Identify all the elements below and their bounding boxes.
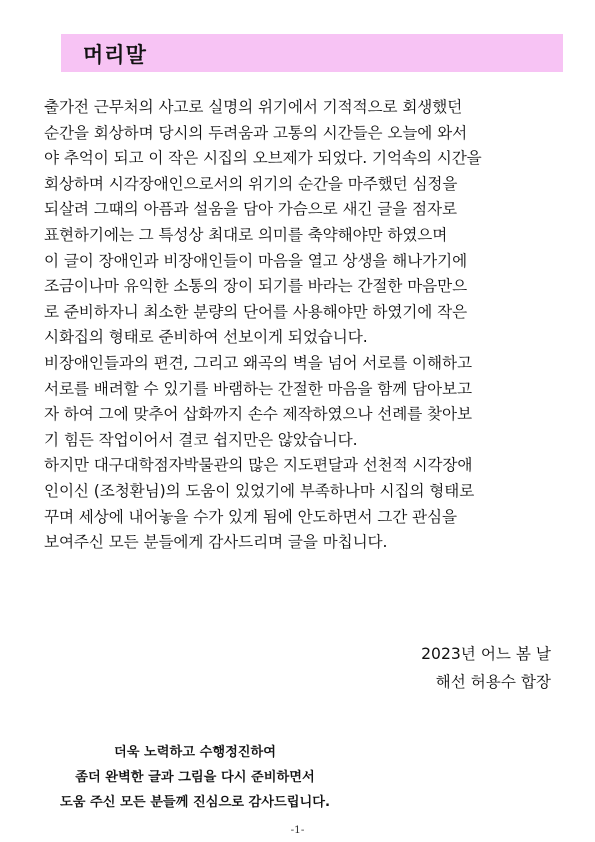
closing-line: 좀더 완벽한 글과 그림을 다시 준비하면서	[75, 770, 315, 785]
page-title: 머리말	[83, 43, 147, 67]
body-line: 서로를 배려할 수 있기를 바램하는 간절한 마음을 함께 담아보고	[44, 379, 472, 398]
body-line: 되살려 그때의 아픔과 설움을 담아 가슴으로 새긴 글을 점자로	[44, 200, 457, 219]
title-banner	[61, 34, 563, 72]
body-line: 회상하며 시각장애인으로서의 위기의 순간을 마주했던 심정을	[44, 174, 458, 193]
page-number: -1-	[290, 824, 305, 836]
body-line: 시화집의 형태로 준비하여 선보이게 되었습니다.	[44, 328, 368, 347]
body-line: 조금이나마 유익한 소통의 장이 되기를 바라는 간절한 마음만으	[44, 277, 468, 296]
signature-block	[421, 640, 551, 696]
body-line: 꾸며 세상에 내어놓을 수가 있게 됨에 안도하면서 그간 관심을	[44, 507, 457, 526]
signature-date: 2023년 어느 봄 날	[421, 645, 551, 663]
closing-message	[30, 740, 360, 815]
signature-author: 해선 허용수 합장	[435, 673, 551, 691]
body-line: 인이신 (조청환님)의 도움이 있었기에 부족하나마 시집의 형태로	[44, 481, 475, 500]
body-line: 자 하여 그에 맞추어 삽화까지 손수 제작하였으나 선례를 찾아보	[44, 405, 472, 424]
body-line: 비장애인들과의 편견, 그리고 왜곡의 벽을 넘어 서로를 이해하고	[44, 353, 472, 372]
body-line: 기 힘든 작업이어서 결코 쉽지만은 않았습니다.	[44, 430, 358, 449]
body-line: 야 추억이 되고 이 작은 시집의 오브제가 되었다. 기억속의 시간을	[44, 149, 482, 168]
body-line: 보여주신 모든 분들에게 감사드리며 글을 마칩니다.	[44, 533, 388, 552]
closing-line: 도움 주신 모든 분들께 진심으로 감사드립니다.	[59, 795, 330, 810]
body-line: 표현하기에는 그 특성상 최대로 의미를 축약해야만 하였으며	[44, 225, 448, 244]
body-line: 순간을 회상하며 당시의 두려움과 고통의 시간들은 오늘에 와서	[44, 123, 468, 142]
body-line: 로 준비하자니 최소한 분량의 단어를 사용해야만 하였기에 작은	[44, 302, 468, 321]
preface-body	[44, 95, 564, 556]
closing-line: 더욱 노력하고 수행정진하여	[113, 745, 277, 760]
body-line: 출가전 근무처의 사고로 실명의 위기에서 기적적으로 회생했던	[44, 98, 463, 116]
body-line: 하지만 대구대학점자박물관의 많은 지도편달과 선천적 시각장애	[44, 456, 473, 475]
body-line: 이 글이 장애인과 비장애인들이 마음을 열고 상생을 해나가기에	[44, 251, 468, 270]
